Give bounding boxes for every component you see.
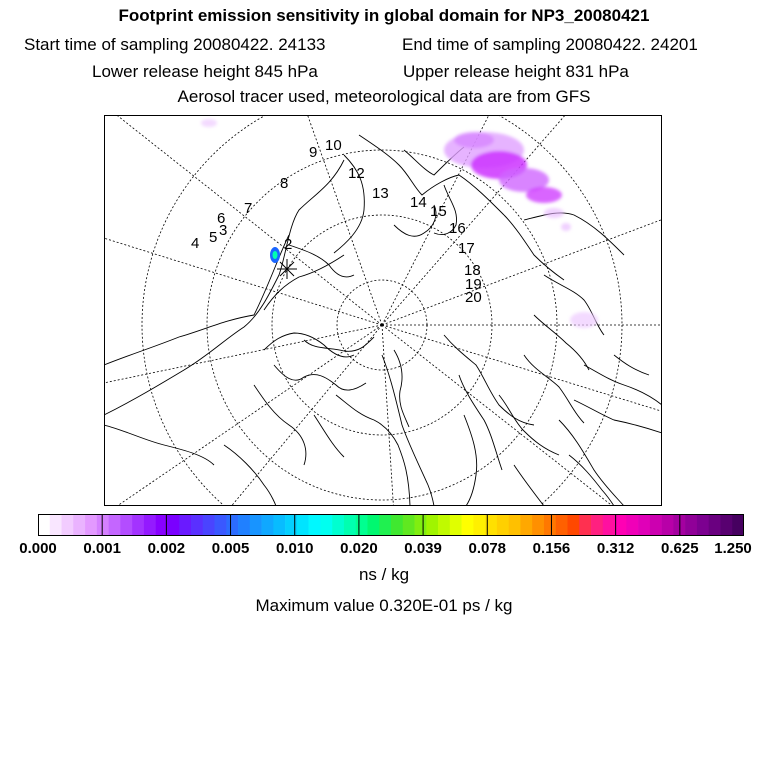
colorbar-cell	[332, 514, 344, 536]
colorbar-tick-label: 0.005	[211, 540, 250, 557]
colorbar-cell	[50, 514, 62, 536]
colorbar-cell	[650, 514, 662, 536]
colorbar-cell	[379, 514, 391, 536]
colorbar-cell	[62, 514, 74, 536]
colorbar-cell	[215, 514, 227, 536]
colorbar-cell	[273, 514, 285, 536]
colorbar-cell	[85, 514, 97, 536]
colorbar-cell	[497, 514, 509, 536]
colorbar-tick-label: 0.010	[275, 540, 314, 557]
colorbar-cell	[450, 514, 462, 536]
colorbar-cell	[144, 514, 156, 536]
colorbar-cell	[285, 514, 297, 536]
colorbar-cell	[709, 514, 721, 536]
colorbar-tick-label: 0.156	[532, 540, 571, 557]
trajectory-label: 19	[465, 276, 482, 293]
trajectory-label: 14	[410, 194, 427, 211]
colorbar-cell	[226, 514, 238, 536]
trajectory-label: 5	[209, 229, 218, 246]
colorbar-tick-label: 0.625	[661, 540, 699, 557]
trajectory-label: 20	[465, 289, 482, 306]
colorbar-cell	[120, 514, 132, 536]
upper-height-label: Upper release height 831 hPa	[403, 62, 629, 81]
colorbar-cell	[367, 514, 379, 536]
lower-height-label: Lower release height 845 hPa	[92, 62, 318, 81]
colorbar-cell	[473, 514, 485, 536]
colorbar-cell	[109, 514, 121, 536]
colorbar-cell	[532, 514, 544, 536]
colorbar-units: ns / kg	[358, 565, 410, 584]
colorbar-cell	[591, 514, 603, 536]
colorbar-cell	[238, 514, 250, 536]
trajectory-label: 2	[284, 236, 293, 253]
colorbar-tick-label: 0.001	[83, 540, 121, 557]
start-time-label: Start time of sampling 20080422. 24133	[24, 35, 326, 54]
trajectory-label: 13	[372, 185, 389, 202]
colorbar-cell	[662, 514, 674, 536]
trajectory-label: 8	[280, 175, 289, 192]
trajectory-label: 3	[219, 222, 228, 239]
colorbar-cell	[415, 514, 427, 536]
end-time-label: End time of sampling 20080422. 24201	[402, 35, 698, 54]
colorbar-cell	[520, 514, 532, 536]
colorbar-cell	[344, 514, 356, 536]
colorbar-cell	[203, 514, 215, 536]
colorbar-cell	[603, 514, 615, 536]
trajectory-label: 18	[464, 262, 481, 279]
colorbar-cell	[320, 514, 332, 536]
tracer-note: Aerosol tracer used, meteorological data are from GFS	[177, 87, 591, 106]
colorbar-cell	[250, 514, 262, 536]
colorbar-cell	[732, 514, 744, 536]
trajectory-label: 7	[244, 200, 253, 217]
colorbar-cell	[356, 514, 368, 536]
colorbar-cell	[426, 514, 438, 536]
colorbar-cell	[568, 514, 580, 536]
colorbar-cell	[720, 514, 732, 536]
plot-title: Footprint emission sensitivity in global domain for NP3_20080421	[118, 6, 650, 25]
colorbar-tick-label: 0.000	[19, 540, 57, 557]
polar-map	[104, 115, 662, 506]
colorbar-cell	[556, 514, 568, 536]
colorbar-tick-label: 1.250	[714, 540, 752, 557]
colorbar-tick-label: 0.039	[404, 540, 442, 557]
colorbar-cell	[132, 514, 144, 536]
colorbar-cell	[309, 514, 321, 536]
maximum-value: Maximum value 0.320E-01 ps / kg	[255, 596, 513, 615]
colorbar-cell	[97, 514, 109, 536]
colorbar-cell	[179, 514, 191, 536]
colorbar-tick-label: 0.020	[340, 540, 378, 557]
trajectory-label: 15	[430, 203, 447, 220]
colorbar-cell	[697, 514, 709, 536]
colorbar-cell	[391, 514, 403, 536]
map-frame	[105, 116, 662, 506]
colorbar-cell	[73, 514, 85, 536]
colorbar-cell	[297, 514, 309, 536]
colorbar-tick-label: 0.312	[596, 540, 635, 557]
colorbar-cell	[262, 514, 274, 536]
trajectory-label: 16	[449, 220, 466, 237]
trajectory-label: 17	[458, 240, 475, 257]
colorbar-cell	[403, 514, 415, 536]
trajectory-label: 9	[309, 144, 318, 161]
colorbar-cell	[615, 514, 627, 536]
colorbar	[38, 514, 744, 536]
colorbar-tick-label: 0.002	[147, 540, 186, 557]
colorbar-cell	[544, 514, 556, 536]
colorbar-cell	[438, 514, 450, 536]
colorbar-cell	[626, 514, 638, 536]
trajectory-label: 10	[325, 137, 342, 154]
colorbar-cell	[685, 514, 697, 536]
colorbar-cell	[638, 514, 650, 536]
colorbar-cell	[462, 514, 474, 536]
colorbar-cell	[191, 514, 203, 536]
colorbar-cell	[38, 514, 50, 536]
colorbar-tick-label: 0.078	[468, 540, 507, 557]
colorbar-cell	[579, 514, 591, 536]
colorbar-cell	[509, 514, 521, 536]
trajectory-label: 12	[348, 165, 365, 182]
trajectory-label: 6	[217, 210, 226, 227]
colorbar-cell	[167, 514, 179, 536]
trajectory-label: 4	[191, 235, 200, 252]
